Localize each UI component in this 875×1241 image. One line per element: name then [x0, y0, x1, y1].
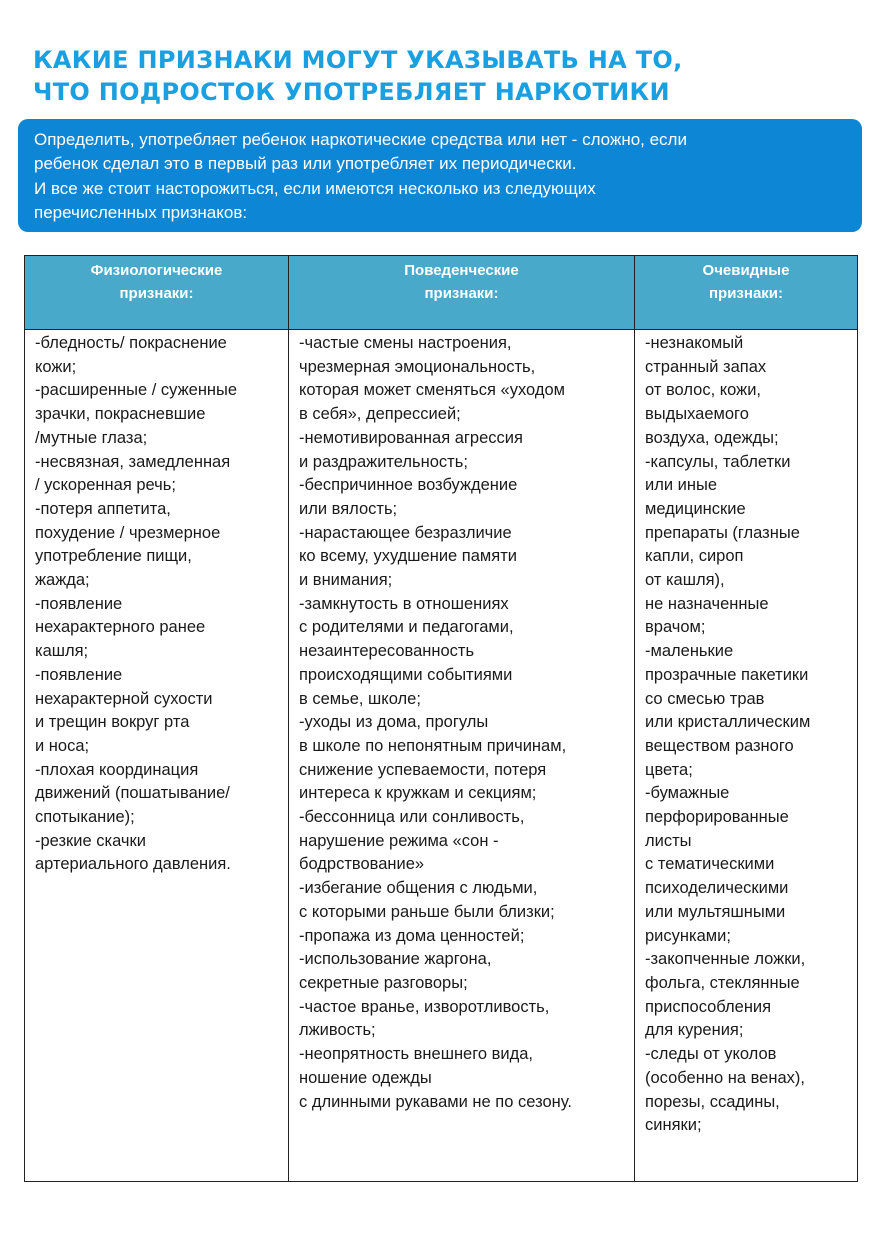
list-item: -уходы из дома, прогулы — [299, 713, 489, 732]
list-item: выдыхаемого — [645, 405, 749, 424]
list-item: которая может сменяться «уходом — [299, 381, 565, 400]
intro-line: перечисленных признаков: — [34, 203, 248, 223]
list-item: или мультяшными — [645, 902, 786, 921]
list-item: странный запах — [645, 357, 767, 376]
list-item: -появление — [35, 665, 123, 684]
header-behavioral — [289, 256, 635, 330]
list-item: секретные разговоры; — [299, 973, 468, 992]
intro-line: И все же стоит насторожиться, если имеются несколько из следующих — [34, 178, 596, 198]
list-item: для курения; — [645, 1021, 744, 1040]
list-item: спотыкание); — [35, 808, 135, 827]
list-item: -потеря аппетита, — [35, 499, 171, 518]
list-item: ношение одежды — [299, 1068, 432, 1087]
list-item: веществом разного — [645, 736, 794, 755]
list-item: листы — [645, 831, 692, 850]
list-item: / ускоренная речь; — [35, 476, 176, 495]
list-item: медицинские — [645, 499, 746, 518]
list-item: /мутные глаза; — [35, 428, 148, 447]
list-item: и внимания; — [299, 571, 393, 590]
header-obvious — [635, 256, 858, 330]
list-item: похудение / чрезмерное — [35, 523, 221, 542]
signs-table — [24, 255, 858, 1182]
list-item: происходящими событиями — [299, 665, 513, 684]
list-item: с которыми раньше были близки; — [299, 902, 555, 921]
list-item: -бессонница или сонливость, — [299, 808, 525, 827]
list-item: артериального давления. — [35, 855, 231, 874]
intro-line: ребенок сделал это в первый раз или употребляет их периодически. — [34, 154, 577, 174]
list-item: не назначенные — [645, 594, 769, 613]
table-row — [25, 330, 858, 1182]
page-title — [33, 44, 853, 108]
list-item: -немотивированная агрессия — [299, 428, 523, 447]
list-item: в семье, школе; — [299, 689, 421, 708]
title-line: КАКИЕ ПРИЗНАКИ МОГУТ УКАЗЫВАТЬ НА ТО, — [33, 46, 683, 74]
table-header-row — [25, 256, 858, 330]
list-item: нехарактерного ранее — [35, 618, 206, 637]
header-line: признаки: — [119, 285, 194, 302]
header-physiological — [25, 256, 289, 330]
list-item: фольга, стеклянные — [645, 973, 800, 992]
list-item: -незнакомый — [645, 334, 744, 352]
list-item: -замкнутость в отношениях — [299, 594, 509, 613]
list-item: кожи; — [35, 357, 77, 376]
list-item: или иные — [645, 476, 718, 495]
list-item: снижение успеваемости, потеря — [299, 760, 547, 779]
list-item: капли, сироп — [645, 547, 744, 566]
behavioral-signs-cell — [289, 330, 635, 1182]
list-item: в школе по непонятным причинам, — [299, 736, 567, 755]
list-item: и раздражительность; — [299, 452, 468, 471]
list-item: рисунками; — [645, 926, 731, 945]
list-item: -использование жаргона, — [299, 950, 492, 969]
header-line: Физиологические — [90, 262, 223, 279]
list-item: -появление — [35, 594, 123, 613]
list-item: с тематическими — [645, 855, 775, 874]
list-item: прозрачные пакетики — [645, 665, 809, 684]
list-item: -избегание общения с людьми, — [299, 879, 538, 898]
list-item: нехарактерной сухости — [35, 689, 213, 708]
list-item: бодрствование» — [299, 855, 425, 874]
header-line: признаки: — [708, 285, 784, 302]
list-item: интереса к кружкам и секциям; — [299, 784, 537, 803]
list-item: или кристаллическим — [645, 713, 811, 732]
list-item: и носа; — [35, 736, 90, 755]
list-item: -неопрятность внешнего вида, — [299, 1045, 534, 1064]
list-item: -пропажа из дома ценностей; — [299, 926, 525, 945]
list-item: врачом; — [645, 618, 706, 637]
list-item: -несвязная, замедленная — [35, 452, 231, 471]
list-item: со смесью трав — [645, 689, 765, 708]
list-item: от кашля), — [645, 571, 725, 590]
list-item: воздуха, одежды; — [645, 428, 779, 447]
intro-line: Определить, употребляет ребенок наркотические средства или нет - сложно, если — [34, 130, 687, 149]
list-item: -бледность/ покраснение — [35, 334, 227, 352]
list-item: -следы от уколов — [645, 1045, 777, 1064]
list-item: (особенно на венах), — [645, 1068, 805, 1087]
list-item: приспособления — [645, 997, 772, 1016]
list-item: в себя», депрессией; — [299, 405, 461, 424]
list-item: нарушение режима «сон - — [299, 831, 499, 850]
title-line: ЧТО ПОДРОСТОК УПОТРЕБЛЯЕТ НАРКОТИКИ — [33, 78, 670, 106]
list-item: -маленькие — [645, 642, 734, 661]
header-line: Поведенческие — [404, 262, 519, 279]
list-item: незаинтересованность — [299, 642, 475, 661]
list-item: -частые смены настроения, — [299, 334, 512, 352]
list-item: -беспричинное возбуждение — [299, 476, 518, 495]
list-item: -нарастающее безразличие — [299, 523, 512, 542]
obvious-signs-cell — [635, 330, 858, 1182]
list-item: -плохая координация — [35, 760, 199, 779]
list-item: зрачки, покрасневшие — [35, 405, 206, 424]
list-item: движений (пошатывание/ — [35, 784, 230, 803]
list-item: чрезмерная эмоциональность, — [299, 357, 536, 376]
list-item: употребление пищи, — [35, 547, 192, 566]
list-item: ко всему, ухудшение памяти — [299, 547, 517, 566]
list-item: лживость; — [299, 1021, 376, 1040]
header-line: Очевидные — [702, 262, 790, 279]
list-item: и трещин вокруг рта — [35, 713, 190, 732]
list-item: или вялость; — [299, 499, 398, 518]
list-item: порезы, ссадины, — [645, 1092, 780, 1111]
list-item: -расширенные / суженные — [35, 381, 238, 400]
physiological-signs-cell — [25, 330, 289, 1182]
list-item: -капсулы, таблетки — [645, 452, 791, 471]
list-item: цвета; — [645, 760, 693, 779]
header-line: признаки: — [424, 285, 499, 302]
list-item: синяки; — [645, 1116, 702, 1135]
list-item: с длинными рукавами не по сезону. — [299, 1092, 572, 1111]
intro-box — [18, 119, 862, 232]
list-item: препараты (глазные — [645, 523, 800, 542]
list-item: жажда; — [35, 571, 90, 590]
list-item: кашля; — [35, 642, 89, 661]
list-item: -частое вранье, изворотливость, — [299, 997, 550, 1016]
list-item: с родителями и педагогами, — [299, 618, 514, 637]
list-item: от волос, кожи, — [645, 381, 761, 400]
list-item: -резкие скачки — [35, 831, 146, 850]
list-item: психоделическими — [645, 879, 789, 898]
list-item: -бумажные — [645, 784, 730, 803]
list-item: -закопченные ложки, — [645, 950, 806, 969]
list-item: перфорированные — [645, 808, 789, 827]
